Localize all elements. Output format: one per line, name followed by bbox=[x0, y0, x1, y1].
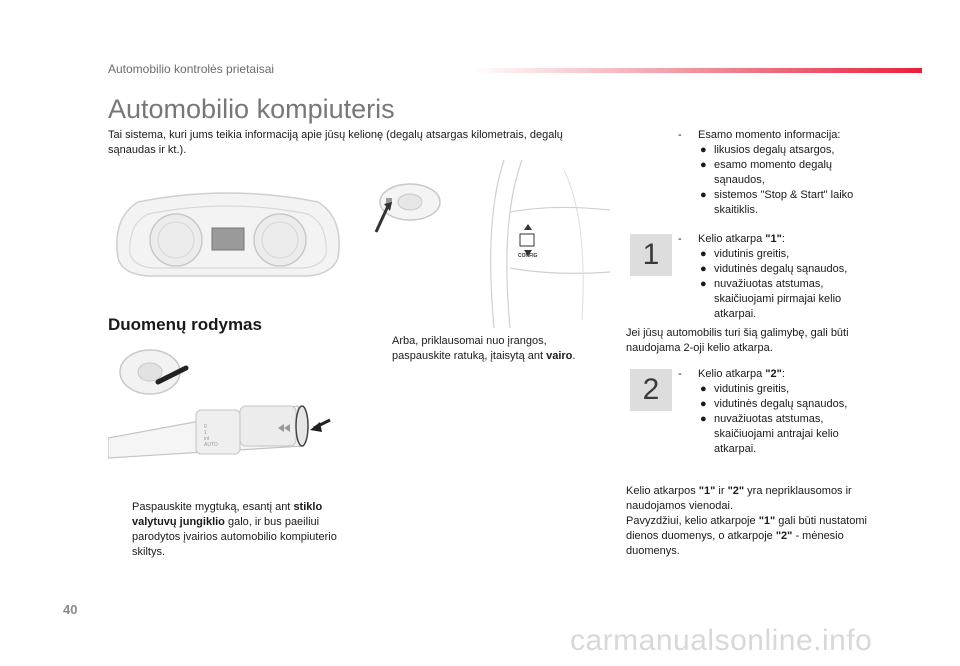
list-item: ● likusios degalų atsargos, bbox=[700, 144, 835, 156]
bullet-dot-icon: ● bbox=[700, 413, 707, 425]
dash: - bbox=[678, 129, 682, 141]
watermark: carmanualsonline.info bbox=[570, 624, 873, 657]
trip1-block: - Kelio atkarpa "1": ● vidutinis greitis, ● vidutinės degalų sąnaudos, ● nuvažiuotas atstumas, skaičiuojami pirmajai kelio atkarpai. bbox=[678, 232, 878, 322]
list-item: ● vidutinis greitis, bbox=[700, 383, 790, 395]
config-label: CONFIG bbox=[518, 253, 538, 259]
header-rule bbox=[470, 68, 922, 73]
trip1-list bbox=[698, 247, 878, 322]
page-number: 40 bbox=[63, 602, 78, 617]
stalk-label-1: 1 bbox=[204, 430, 207, 436]
bullet-dot-icon: ● bbox=[700, 159, 707, 171]
trip2-list bbox=[698, 382, 878, 457]
bullet-dot-icon: ● bbox=[700, 383, 707, 395]
current-info-label: Esamo momento informacija: bbox=[698, 129, 841, 141]
bullet-dot-icon: ● bbox=[700, 278, 707, 290]
trip2-number-icon: 2 bbox=[630, 369, 672, 411]
trip2-block: - Kelio atkarpa "2": ● vidutinis greitis, ● vidutinės degalų sąnaudos, ● nuvažiuotas atstumas, skaičiuojami antrajai kelio atkarpai. bbox=[678, 367, 878, 457]
wheel-instruction: Arba, priklausomai nuo įrangos, paspauskite ratuką, įtaisytą ant vairo. bbox=[392, 335, 576, 362]
bullet-dot-icon: ● bbox=[700, 263, 707, 275]
current-info-list bbox=[698, 143, 878, 218]
steering-wheel-config-illustration bbox=[464, 160, 610, 328]
current-info-block bbox=[678, 128, 878, 218]
wiper-stalk-illustration bbox=[108, 346, 338, 470]
list-item: ● vidutinės degalų sąnaudos, bbox=[700, 263, 848, 275]
independent-note: Kelio atkarpos "1" ir "2" yra nepriklausomos ir naudojamos vienodai. Pavyzdžiui, kelio atkarpoje "1" gali būti nustatomi dienos duomenys, o atkarpoje "2" - mėnesio duomenys. bbox=[626, 485, 867, 557]
list-item: ● vidutinis greitis, bbox=[700, 248, 790, 260]
page-title: Automobilio kompiuteris bbox=[108, 94, 395, 124]
bullet-dot-icon: ● bbox=[700, 398, 707, 410]
trip1-number-icon: 1 bbox=[630, 234, 672, 276]
list-item: ● nuvažiuotas atstumas, skaičiuojami pirmajai kelio atkarpai. bbox=[700, 278, 842, 320]
dash: - bbox=[678, 368, 682, 380]
dash: - bbox=[678, 233, 682, 245]
stalk-label-0: 0 bbox=[204, 424, 207, 430]
bullet-dot-icon: ● bbox=[700, 248, 707, 260]
instrument-cluster-illustration bbox=[108, 188, 348, 284]
list-item: ● sistemos "Stop & Start" laiko skaitiklis. bbox=[700, 189, 854, 216]
bullet-dot-icon: ● bbox=[700, 144, 707, 156]
bullet-dot-icon: ● bbox=[700, 189, 707, 201]
intro-paragraph: Tai sistema, kuri jums teikia informaciją apie jūsų kelionę (degalų atsargas kilometrais, degalų sąnaudas ir kt.). bbox=[108, 129, 563, 156]
list-item: ● nuvažiuotas atstumas, skaičiuojami antrajai kelio atkarpai. bbox=[700, 413, 839, 455]
list-item: ● esamo momento degalų sąnaudos, bbox=[700, 159, 833, 186]
stalk-label-int: int bbox=[204, 436, 210, 442]
wiper-instruction: Paspauskite mygtuką, esantį ant stiklo valytuvų jungiklio galo, ir bus paeiliui parodytos įvairios automobilio kompiuterio skiltys. bbox=[132, 501, 337, 558]
section-heading: Duomenų rodymas bbox=[108, 315, 262, 334]
list-item: ● vidutinės degalų sąnaudos, bbox=[700, 398, 848, 410]
steering-wheel-mini-illustration bbox=[372, 180, 444, 236]
section-label: Automobilio kontrolės prietaisai bbox=[108, 62, 275, 76]
trip-note: Jei jūsų automobilis turi šią galimybę, gali būti naudojama 2-oji kelio atkarpa. bbox=[626, 327, 849, 354]
stalk-label-auto: AUTO bbox=[204, 442, 218, 448]
